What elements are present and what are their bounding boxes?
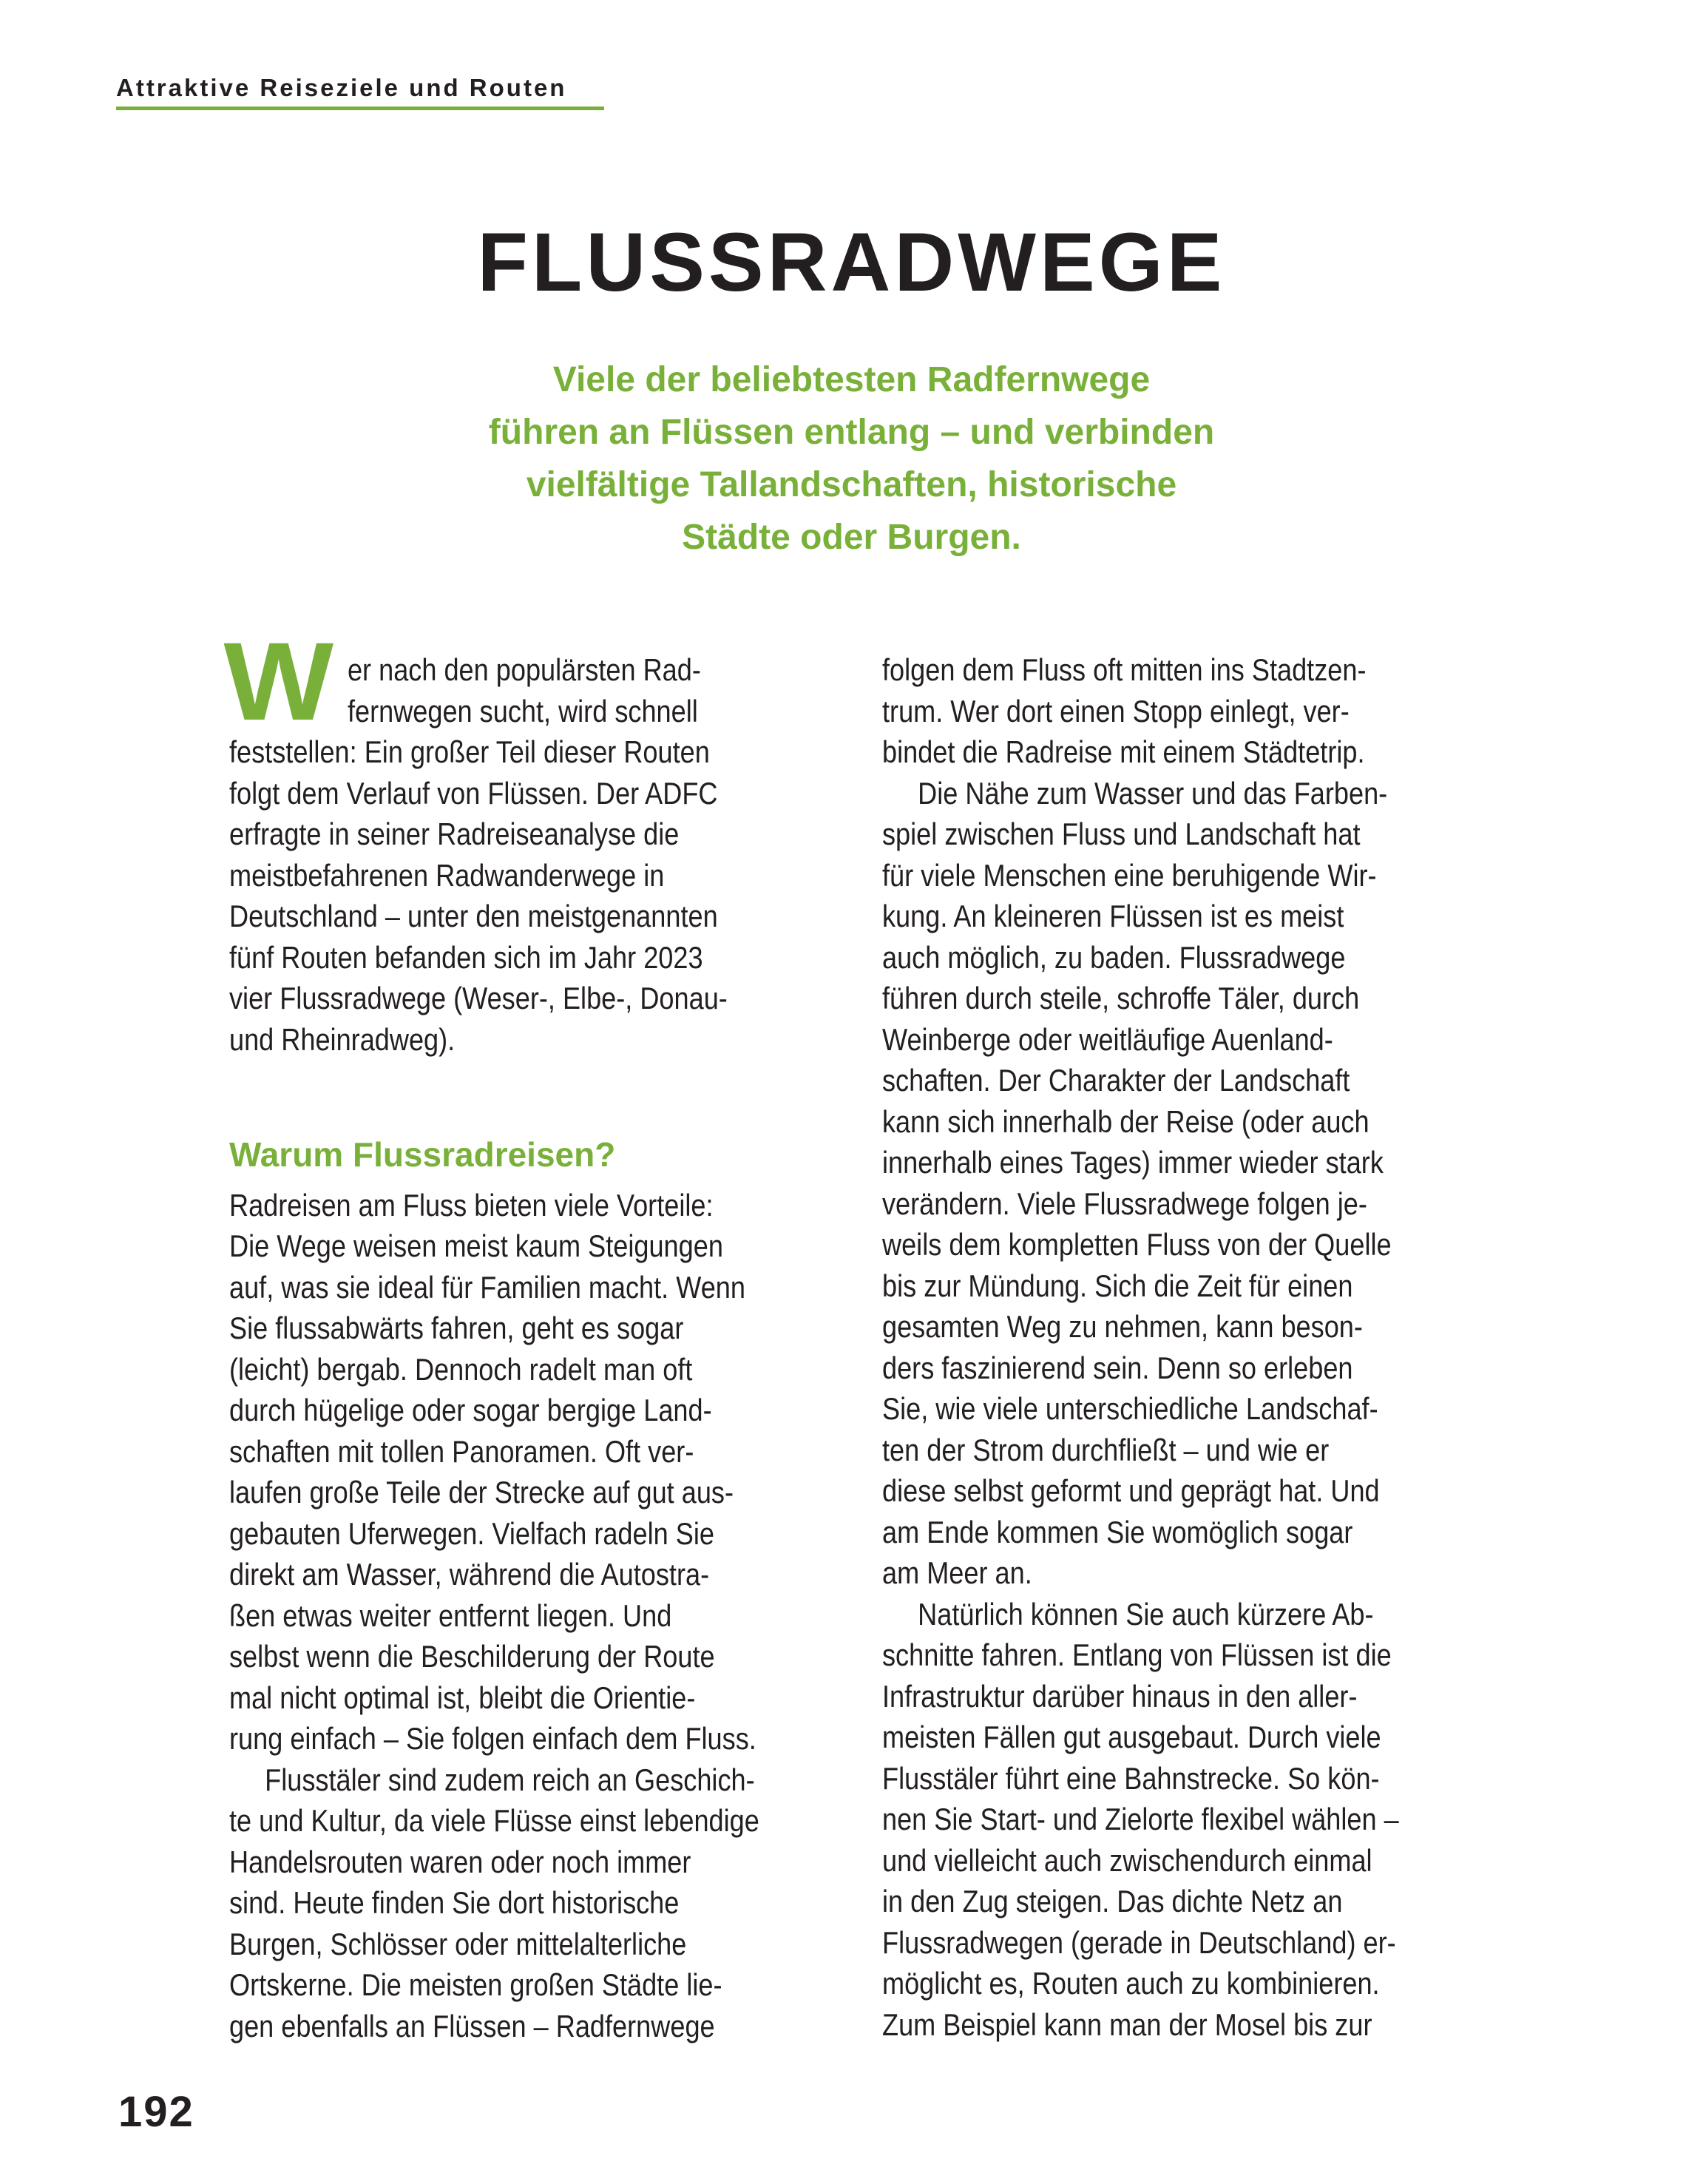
text-line: ders faszinierend sein. Denn so erleben	[882, 1350, 1353, 1385]
text-line: Flusstäler sind zudem reich an Geschich-	[265, 1762, 755, 1797]
text-line: Sie, wie viele unterschiedliche Landschaf-	[882, 1391, 1378, 1426]
text-line: innerhalb eines Tages) immer wieder stark	[882, 1145, 1384, 1180]
subtitle-line: führen an Flüssen entlang – und verbinden	[488, 413, 1215, 452]
text-line: kung. An kleineren Flüssen ist es meist	[882, 899, 1344, 933]
running-head: Attraktive Reiseziele und Routen	[116, 74, 567, 101]
text-line: folgt dem Verlauf von Flüssen. Der ADFC	[229, 775, 718, 811]
text-line: Burgen, Schlösser oder mittelalterliche	[229, 1926, 687, 1961]
text-line: spiel zwischen Fluss und Landschaft hat	[882, 817, 1361, 851]
text-line: diese selbst geformt und geprägt hat. Und	[882, 1473, 1380, 1508]
text-line: möglicht es, Routen auch zu kombinieren.	[882, 1966, 1380, 2001]
text-line: ßen etwas weiter entfernt liegen. Und	[229, 1598, 672, 1633]
subtitle-line: vielfältige Tallandschaften, historische	[526, 465, 1177, 504]
text-line: schaften mit tollen Panoramen. Oft ver-	[229, 1433, 694, 1469]
text-line: feststellen: Ein großer Teil dieser Routen	[229, 734, 710, 769]
text-line: Die Wege weisen meist kaum Steigungen	[229, 1228, 723, 1263]
text-line: gebauten Uferwegen. Vielfach radeln Sie	[229, 1515, 714, 1551]
right-column	[882, 649, 1548, 2045]
text-line: meisten Fällen gut ausgebaut. Durch viele	[882, 1720, 1381, 1754]
text-line: schnitte fahren. Entlang von Flüssen ist die	[882, 1637, 1392, 1672]
text-line: für viele Menschen eine beruhigende Wir-	[882, 857, 1377, 893]
text-line: Ortskerne. Die meisten großen Städte lie-	[229, 1967, 722, 2002]
text-line: te und Kultur, da viele Flüsse einst lebendige	[229, 1803, 759, 1838]
text-line: bis zur Mündung. Sich die Zeit für einen	[882, 1268, 1353, 1303]
text-line: kann sich innerhalb der Reise (oder auch	[882, 1103, 1369, 1139]
text-line: bindet die Radreise mit einem Städtetrip.	[882, 734, 1365, 769]
text-line: auch möglich, zu baden. Flussradwege	[882, 939, 1346, 975]
subtitle-line: Viele der beliebtesten Radfernwege	[552, 360, 1151, 399]
text-line: laufen große Teile der Strecke auf gut aus-	[229, 1475, 734, 1509]
text-line: und vielleicht auch zwischendurch einmal	[882, 1842, 1372, 1878]
text-line: Weinberge oder weitläufige Auenland-	[882, 1021, 1333, 1057]
drop-cap: W	[223, 619, 334, 743]
left-column	[229, 649, 895, 2046]
text-line: verändern. Viele Flussradwege folgen je-	[882, 1186, 1367, 1221]
text-line: erfragte in seiner Radreiseanalyse die	[229, 817, 680, 851]
text-line: am Meer an.	[882, 1555, 1032, 1590]
text-line: durch hügelige oder sogar bergige Land-	[229, 1393, 712, 1427]
section-heading: Warum Flussradreisen?	[229, 1135, 616, 1174]
text-line: in den Zug steigen. Das dichte Netz an	[882, 1884, 1343, 1918]
text-line: Flussradwegen (gerade in Deutschland) er-	[882, 1924, 1396, 1960]
text-line: meistbefahrenen Radwanderwege in	[229, 857, 665, 893]
text-line: führen durch steile, schroffe Täler, durch	[882, 981, 1360, 1015]
text-line: vier Flussradwege (Weser-, Elbe-, Donau-	[229, 981, 728, 1015]
text-line: fernwegen sucht, wird schnell	[347, 693, 698, 728]
text-line: am Ende kommen Sie womöglich sogar	[882, 1514, 1353, 1549]
text-line: Deutschland – unter den meistgenannten	[229, 899, 718, 933]
text-line: trum. Wer dort einen Stopp einlegt, ver-	[882, 693, 1350, 728]
text-line: rung einfach – Sie folgen einfach dem Fluss.	[229, 1721, 756, 1756]
text-line: selbst wenn die Beschilderung der Route	[229, 1639, 715, 1674]
text-line: Infrastruktur darüber hinaus in den aller-	[882, 1678, 1358, 1714]
page-number: 192	[118, 2088, 194, 2136]
page-title: FLUSSRADWEGE	[477, 216, 1226, 308]
text-line: direkt am Wasser, während die Autostra-	[229, 1557, 710, 1592]
text-line: er nach den populärsten Rad-	[347, 652, 701, 687]
text-line: mal nicht optimal ist, bleibt die Orientie-	[229, 1680, 696, 1715]
text-line: Flusstäler führt eine Bahnstrecke. So kön-	[882, 1760, 1380, 1796]
text-line: weils dem kompletten Fluss von der Quelle	[882, 1227, 1392, 1262]
text-line: auf, was sie ideal für Familien macht. Wenn	[229, 1269, 745, 1305]
text-line: Sie flussabwärts fahren, geht es sogar	[229, 1311, 684, 1345]
text-line: fünf Routen befanden sich im Jahr 2023	[229, 939, 703, 975]
text-line: schaften. Der Charakter der Landschaft	[882, 1063, 1350, 1098]
subtitle-line: Städte oder Burgen.	[682, 518, 1021, 557]
text-line: (leicht) bergab. Dennoch radelt man oft	[229, 1351, 693, 1387]
text-line: Die Nähe zum Wasser und das Farben-	[918, 775, 1388, 811]
text-line: folgen dem Fluss oft mitten ins Stadtzen-	[882, 652, 1367, 687]
text-line: Handelsrouten waren oder noch immer	[229, 1844, 691, 1879]
text-line: gesamten Weg zu nehmen, kann beson-	[882, 1309, 1363, 1344]
text-line: sind. Heute finden Sie dort historische	[229, 1885, 680, 1920]
text-line: Natürlich können Sie auch kürzere Ab-	[918, 1596, 1374, 1632]
text-line: ten der Strom durchfließt – und wie er	[882, 1432, 1330, 1467]
text-line: gen ebenfalls an Flüssen – Radfernwege	[229, 2008, 715, 2043]
text-line: nen Sie Start- und Zielorte flexibel wählen –	[882, 1802, 1399, 1836]
text-line: Zum Beispiel kann man der Mosel bis zur	[882, 2006, 1372, 2042]
subtitle	[0, 354, 1703, 564]
text-line: und Rheinradweg).	[229, 1021, 456, 1057]
text-line: Radreisen am Fluss bieten viele Vorteile:	[229, 1187, 714, 1223]
running-head-underline	[116, 107, 604, 110]
